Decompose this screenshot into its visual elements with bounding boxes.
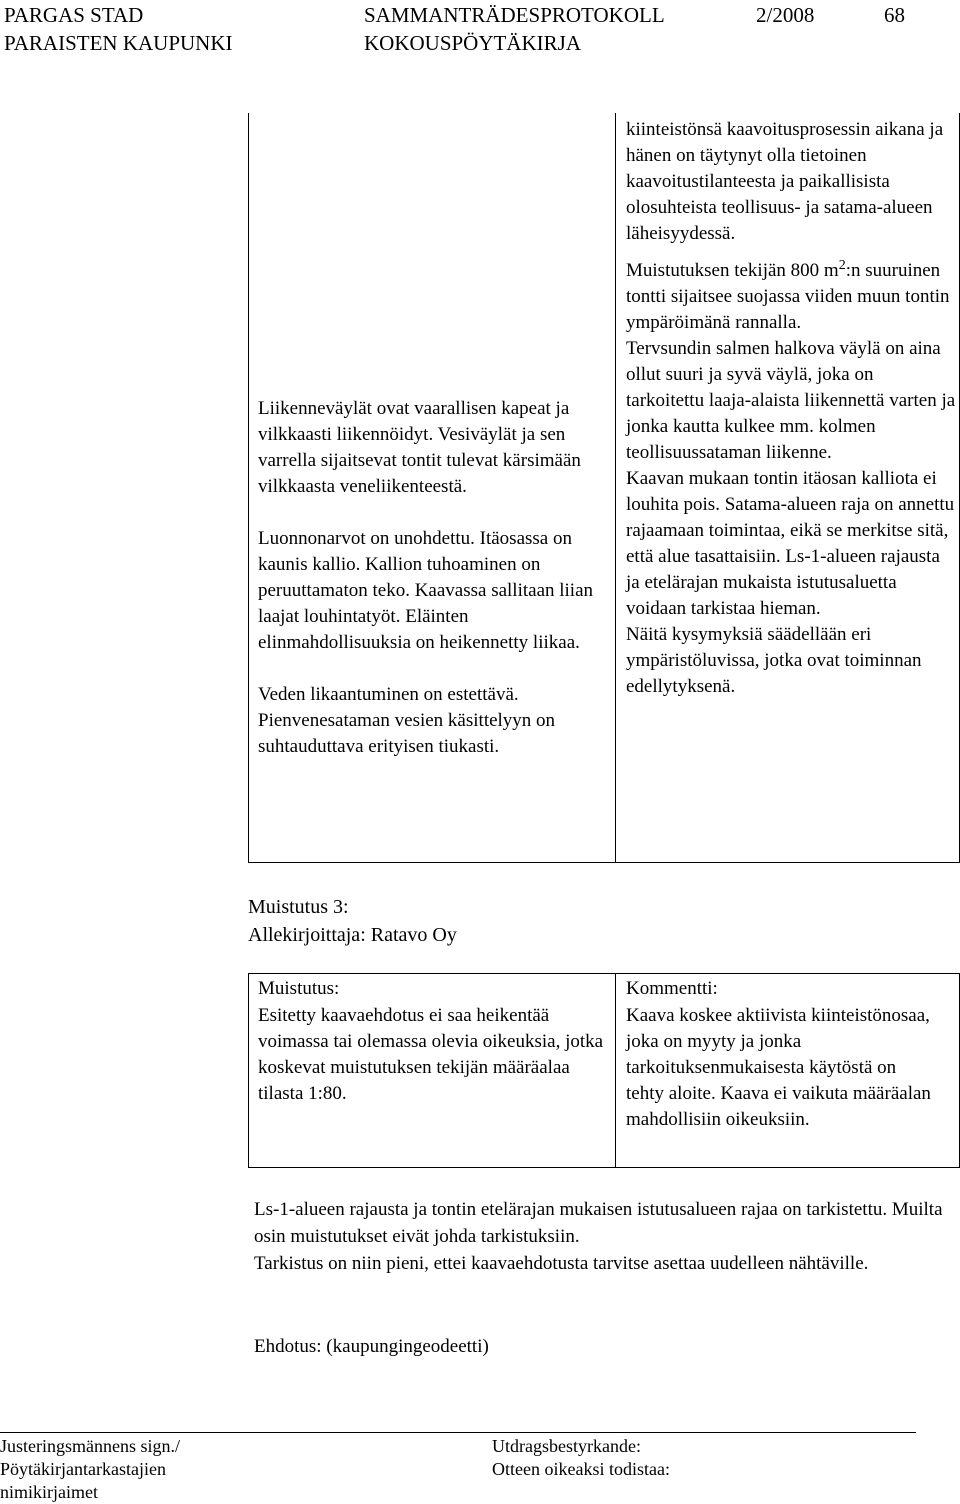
footer-certified-sv: Utdragsbestyrkande: xyxy=(492,1436,641,1456)
doc-type-fi: KOKOUSPÖYTÄKIRJA xyxy=(364,31,582,55)
footer-initials: nimikirjaimet xyxy=(0,1482,98,1502)
table-1-left-cell xyxy=(258,396,608,760)
objection-3-title: Muistutus 3: xyxy=(248,896,349,918)
table-2-right-cell xyxy=(626,976,931,1133)
org-name-sv: PARGAS STAD xyxy=(4,3,144,27)
table-1-divider xyxy=(615,113,616,863)
objection-text: Esitetty kaavaehdotus ei saa heikentää voimassa tai olemassa olevia oikeuksia, jotka koskevat muistutuksen tekijän määräalaa tilasta 1:80. xyxy=(258,1005,604,1104)
objection-traffic: Liikenneväylät ovat vaarallisen kapeat ja vilkkaasti liikennöidyt. Vesiväylät ja sen varrella sijaitsevat tontit tulevat kärsimään vilkkaasta veneliikenteestä. xyxy=(258,398,581,497)
protocol-number: 2/2008 xyxy=(756,3,815,27)
org-name-fi: PARAISTEN KAUPUNKI xyxy=(4,31,233,55)
comment-planning: kiinteistönsä kaavoitusprosessin aikana ja hänen on täytynyt olla tietoinen kaavoitustilanteesta ja paikallisista olosuhteista teollisuus- ja satama-alueen läheisyydessä. xyxy=(626,119,944,244)
conclusion-no-reexhibit: Tarkistus on niin pieni, ettei kaavaehdotusta tarvitse asettaa uudelleen nähtäville. xyxy=(254,1253,869,1274)
table-2-divider xyxy=(615,973,616,1168)
table-1-left-border xyxy=(248,113,249,863)
comment-heading: Kommentti: xyxy=(626,978,718,999)
objection-heading: Muistutus: xyxy=(258,978,340,999)
page-number: 68 xyxy=(884,3,905,27)
comment-fairway: Tervsundin salmen halkova väylä on aina ollut suuri ja syvä väylä, joka on tarkoitettu laaja-alaista liikennettä varten ja jonka kautta kulkee mm. kolmen teollisuussataman liikenne. xyxy=(626,338,956,463)
footer-sign-fi: Pöytäkirjantarkastajien xyxy=(0,1459,166,1479)
footer-sign-sv: Justeringsmännens sign./ xyxy=(0,1436,180,1456)
conclusion-revision: Ls-1-alueen rajausta ja tontin etelärajan mukaisen istutusalueen rajaa on tarkistettu. Muilta osin muistutukset eivät johda tarkistuksiin. xyxy=(254,1199,943,1247)
objection-nature: Luonnonarvot on unohdettu. Itäosassa on kaunis kallio. Kallion tuhoaminen on peruuttamaton teko. Kaavassa sallitaan liian laajat louhintatyöt. Eläinten elinmahdollisuuksia on heikennetty liikaa. xyxy=(258,528,594,653)
table-2-top-border xyxy=(248,973,960,974)
footer-rule xyxy=(0,1432,916,1433)
footer-certified-fi: Otteen oikeaksi todistaa: xyxy=(492,1459,670,1479)
table-1-bottom-border xyxy=(248,862,960,863)
doc-type-sv: SAMMANTRÄDESPROTOKOLL xyxy=(364,3,665,27)
table-2-bottom-border xyxy=(248,1167,960,1168)
conclusion xyxy=(254,1196,954,1277)
comment-text: Kaava koskee aktiivista kiinteistönosaa, joka on myyty ja jonka tarkoituksenmukaisesta käytöstä on tehty aloite. Kaava ei vaikuta määräalan mahdollisiin oikeuksiin. xyxy=(626,1005,931,1130)
table-1-right-cell xyxy=(626,117,956,700)
table-2-left-cell xyxy=(258,976,608,1107)
comment-permits: Näitä kysymyksiä säädellään eri ympäristöluvissa, jotka ovat toiminnan edellytyksenä. xyxy=(626,624,922,697)
comment-plot: Muistutuksen tekijän 800 $m^2:n$ suuruinen tontti sijaitsee suojassa viiden muun tontin ympäröimänä rannalla. xyxy=(626,258,950,333)
proposal-line: Ehdotus: (kaupungingeodeetti) xyxy=(254,1336,489,1357)
comment-rock: Kaavan mukaan tontin itäosan kalliota ei louhita pois. Satama-alueen raja on annettu rajaamaan toimintaa, eikä se merkitse sitä, että alue tasattaisiin. Ls-1-alueen rajausta ja etelärajan mukaista istutusaluetta voidaan tarkistaa hieman. xyxy=(626,468,955,619)
objection-3-signer: Allekirjoittaja: Ratavo Oy xyxy=(248,924,457,946)
table-2-left-border xyxy=(248,973,249,1168)
objection-water: Veden likaantuminen on estettävä. Pienvenesataman vesien käsittelyyn on suhtauduttava erityisen tiukasti. xyxy=(258,684,556,757)
